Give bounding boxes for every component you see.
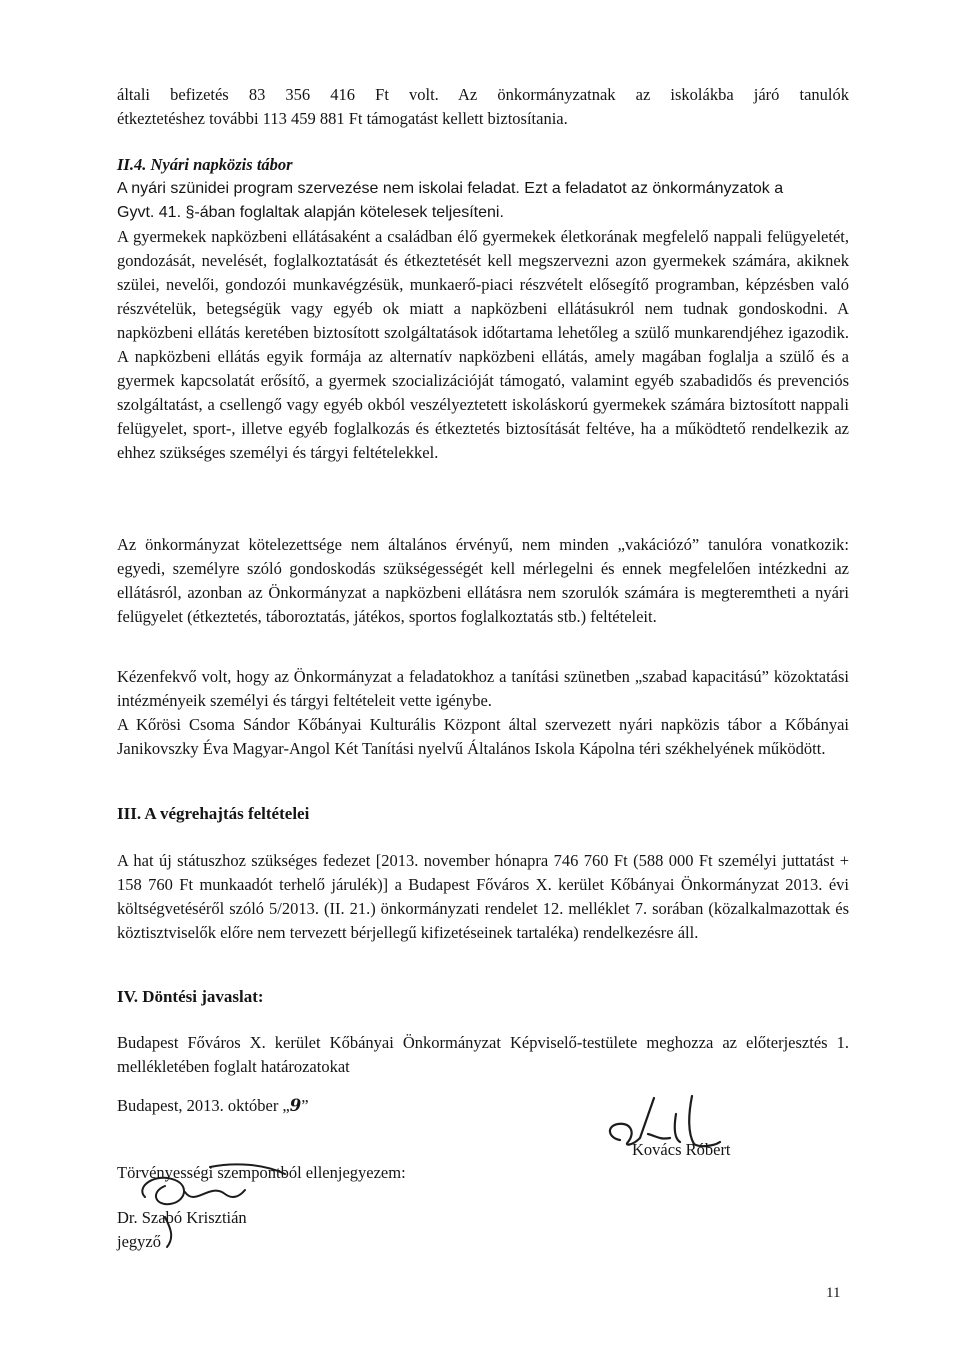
- section-ii4-title: II.4. Nyári napközis tábor: [117, 155, 293, 174]
- section-iv-title: IV. Döntési javaslat:: [117, 987, 264, 1006]
- intro-line-2: étkeztetéshez további 113 459 881 Ft támogatást kellett biztosítania.: [117, 109, 568, 128]
- handwritten-day: 9: [289, 1096, 302, 1115]
- section-ii4-paragraph-2: Az önkormányzat kötelezettsége nem általános érvényű, nem minden „vakációzó” tanulóra vonatkozik: egyedi, személyre szóló gondoskodás szükségességét kell mérlegelni és ennek megfelelően intézkedni az ellátásról, azonban az Önkormányzat a napközbeni ellátásra nem szorulók számára is megteremtheti a nyári felügyelet (étkeztetés, táboroztatás, játékos, sportos foglalkoztatás stb.) feltételeit.: [117, 535, 849, 626]
- section-iii-title: III. A végrehajtás feltételei: [117, 804, 310, 823]
- page-number: 11: [826, 1285, 841, 1301]
- legal-check-line: Törvényességi szempontból ellenjegyezem:: [117, 1163, 406, 1182]
- paragraph-3-part-a: Kézenfekvő volt, hogy az Önkormányzat a feladatokhoz a tanítási szünetben „szabad kapacitású” közoktatási intézményeik személyi és tárgyi feltételeit vette igénybe.: [117, 667, 849, 710]
- place-date: [117, 1094, 417, 1118]
- section-ii4-paragraph-1: A gyermekek napközbeni ellátásaként a családban élő gyermekek életkorának megfelelő nappali felügyeletét, gondozását, nevelését, foglalkoztatását és étkeztetését kell megszervezni azon gyermekek számára, akiknek szülei, nevelői, gondozói munkavégzésük, munkaerő-piaci részvételt elősegítő programban, képzésben való részvételük, betegségük vagy egyéb ok miatt a napközbeni ellátásukról nem tudnak gondoskodni. A napközbeni ellátás keretében biztosított szolgáltatások időtartama lehetőleg a szülő munkarendjéhez igazodik. A napközbeni ellátás egyik formája az alternatív napközbeni ellátás, amely magában foglalja a szülő és a gyermek kapcsolatát erősítő, a gyermek szocializációját támogató, valamint egyéb szabadidős és prevenciós szolgáltatást, a csellengő vagy egyéb okból veszélyeztetett iskoláskorú gyermekek számára biztosított nappali felügyelet, sport-, illetve egyéb foglalkozás és étkeztetés biztosítását feltéve, ha a működtető rendelkezik az ehhez szükséges személyi és tárgyi feltételekkel.: [117, 227, 849, 462]
- section-iii-paragraph: A hat új státuszhoz szükséges fedezet [2013. november hónapra 746 760 Ft (588 000 Ft személyi juttatást + 158 760 Ft munkaadót terhelő járulék)] a Budapest Főváros X. kerület Kőbányai Önkormányzat 2013. évi költségvetéséről szóló 5/2013. (II. 21.) önkormányzati rendelet 12. melléklet 7. sorában (közalkalmazottak és köztisztviselők előre nem tervezett bérjellegű kifizetéseinek tartaléka) rendelkezésre áll.: [117, 851, 849, 942]
- section-ii4-sans-block: [117, 177, 849, 225]
- place-date-close: ”: [301, 1096, 309, 1115]
- intro-line-1: általi befizetés 83 356 416 Ft volt. Az önkormányzatnak az iskolákba járó tanulók: [117, 85, 849, 104]
- sans-line-1: A nyári szünidei program szervezése nem iskolai feladat. Ezt a feladatot az önkormányzatok a: [117, 180, 784, 197]
- signer-name: Kovács Róbert: [632, 1140, 731, 1159]
- notary-name: Dr. Szabó Krisztián: [117, 1208, 247, 1227]
- notary-title: jegyző: [117, 1232, 161, 1251]
- paragraph-3-part-b: A Kőrösi Csoma Sándor Kőbányai Kulturális Központ által szervezett nyári napközis tábor a Kőbányai Janikovszky Éva Magyar-Angol Két Tanítási nyelvű Általános Iskola Kápolna téri székhelyének működött.: [117, 715, 849, 758]
- section-iv-paragraph: Budapest Főváros X. kerület Kőbányai Önkormányzat Képviselő-testülete meghozza az előterjesztés 1. mellékletében foglalt határozatokat: [117, 1033, 849, 1076]
- section-ii4-paragraph-3: [117, 665, 849, 761]
- intro-block: [117, 83, 849, 131]
- sans-line-2: Gyvt. 41. §-ában foglaltak alapján kötelesek teljesíteni.: [117, 204, 504, 221]
- place-date-text: Budapest, 2013. október „: [117, 1096, 290, 1115]
